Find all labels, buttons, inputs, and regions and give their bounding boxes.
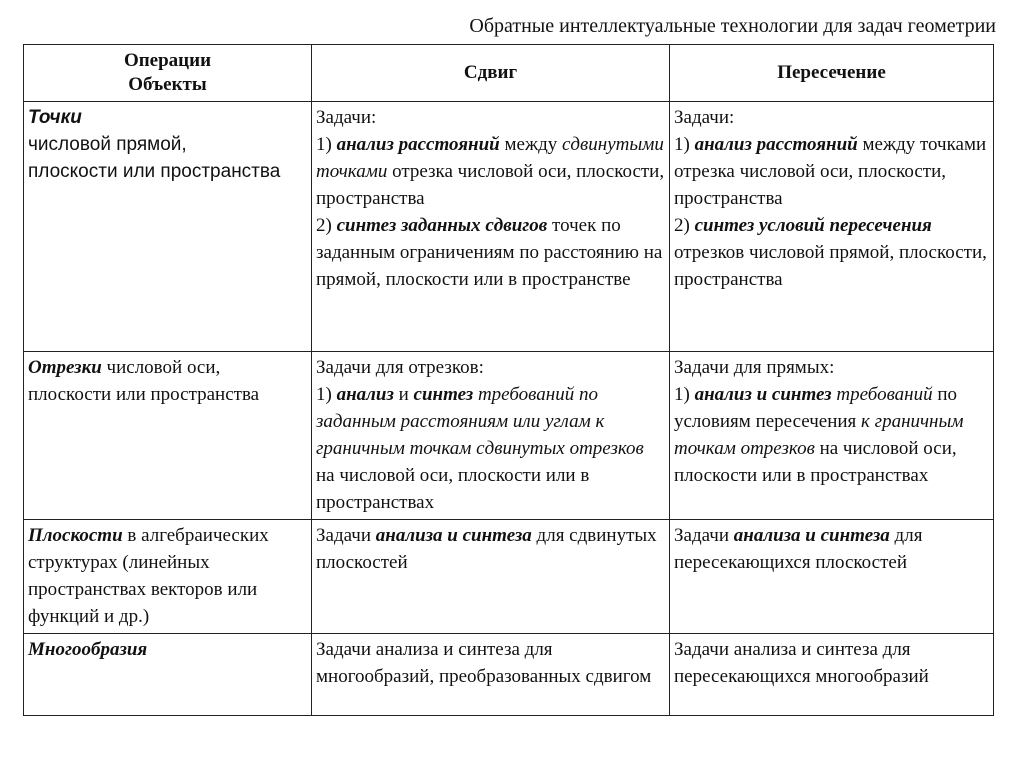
text: отрезков числовой прямой, плоскости, пространства [674, 242, 987, 290]
intersection-points-item2 [674, 212, 990, 293]
object-cell-points [24, 102, 312, 352]
text: Задачи [674, 525, 734, 546]
object-segments-title: Отрезки [28, 357, 102, 378]
shift-segments-item1 [316, 384, 644, 513]
emphasis: синтез условий пересечения [694, 215, 932, 236]
emphasis: анализа и синтеза [375, 525, 532, 546]
header-objects-label: Объекты [128, 74, 207, 95]
italic-text: сдвинутыми точками [316, 134, 664, 182]
shift-cell-planes [312, 520, 670, 634]
text: отрезка числовой оси, плоскости, пространства [316, 161, 665, 209]
emphasis: анализ и синтез [694, 384, 832, 405]
intersection-points-item1 [674, 131, 990, 185]
text: для сдвинутых плоскостей [316, 525, 657, 573]
intersection-segments-intro: Задачи для прямых: [674, 357, 835, 378]
object-segments-text: числовой оси, плоскости или пространства [28, 357, 260, 405]
text: и [393, 384, 414, 405]
emphasis: синтез заданных сдвигов [336, 215, 548, 236]
text: Задачи [316, 525, 376, 546]
emphasis: анализа и синтеза [733, 525, 890, 546]
emphasis: анализ [336, 384, 394, 405]
item-number: 1) [674, 384, 695, 405]
text: между [499, 134, 562, 155]
table-row [24, 634, 994, 716]
object-planes-text: в алгебраических структурах (линейных пространствах векторов или функций и др.) [28, 525, 269, 627]
shift-points-item2 [316, 212, 666, 293]
table-row [24, 520, 994, 634]
emphasis: анализ расстояний [694, 134, 858, 155]
shift-cell-points [312, 102, 670, 352]
header-operations-label: Операции [123, 50, 212, 71]
table-row [24, 102, 994, 352]
page-title: Обратные интеллектуальные технологии для задач геометрии [469, 15, 996, 37]
object-cell-planes [24, 520, 312, 634]
shift-segments-intro: Задачи для отрезков: [316, 357, 484, 378]
italic-text: к граничным точкам отрезков [674, 411, 964, 459]
shift-points-intro: Задачи: [316, 107, 377, 128]
item-number: 2) [674, 215, 695, 236]
text: на числовой оси, плоскости или в пространствах [316, 465, 590, 513]
shift-cell-manifolds: Задачи анализа и синтеза для многообразий, преобразованных сдвигом [312, 634, 670, 716]
object-points-title: Точки [28, 107, 82, 128]
intersection-cell-manifolds: Задачи анализа и синтеза для пересекающихся многообразий [670, 634, 994, 716]
text: точек по заданным ограничениям по расстоянию на прямой, плоскости или в пространстве [316, 215, 663, 290]
intersection-cell-segments [670, 352, 994, 520]
intersection-cell-points [670, 102, 994, 352]
object-cell-manifolds [24, 634, 312, 716]
intersection-segments-item1 [674, 384, 963, 486]
item-number: 2) [316, 215, 337, 236]
header-intersection: Пересечение [670, 45, 994, 102]
object-manifolds-title: Многообразия [28, 639, 148, 660]
emphasis: синтез [413, 384, 474, 405]
text: по условиям пересечения [674, 384, 958, 432]
shift-points-item1 [316, 134, 664, 209]
item-number: 1) [316, 134, 337, 155]
intersection-points-item1-cont: пространства [674, 188, 783, 209]
italic-text: требований [831, 384, 933, 405]
object-planes-title: Плоскости [28, 525, 123, 546]
header-operations-objects [24, 45, 312, 102]
italic-text: требований по заданным расстояниям или углам к граничным точкам сдвинутых отрезков [316, 384, 644, 459]
object-points-line3: плоскости или пространства [28, 161, 281, 182]
text: для пересекающихся плоскостей [674, 525, 923, 573]
header-shift: Сдвиг [312, 45, 670, 102]
intersection-cell-planes [670, 520, 994, 634]
item-number: 1) [316, 384, 337, 405]
emphasis: анализ расстояний [336, 134, 500, 155]
text: между точками отрезка числовой оси, плоскости, [674, 134, 987, 182]
item-number: 1) [674, 134, 695, 155]
object-cell-segments [24, 352, 312, 520]
intersection-points-intro: Задачи: [674, 107, 735, 128]
text: на числовой оси, плоскости или в пространствах [674, 438, 957, 486]
geometry-tasks-table [23, 44, 994, 716]
table-row [24, 352, 994, 520]
table-header-row [24, 45, 994, 102]
object-points-line2: числовой прямой, [28, 134, 187, 155]
shift-cell-segments [312, 352, 670, 520]
